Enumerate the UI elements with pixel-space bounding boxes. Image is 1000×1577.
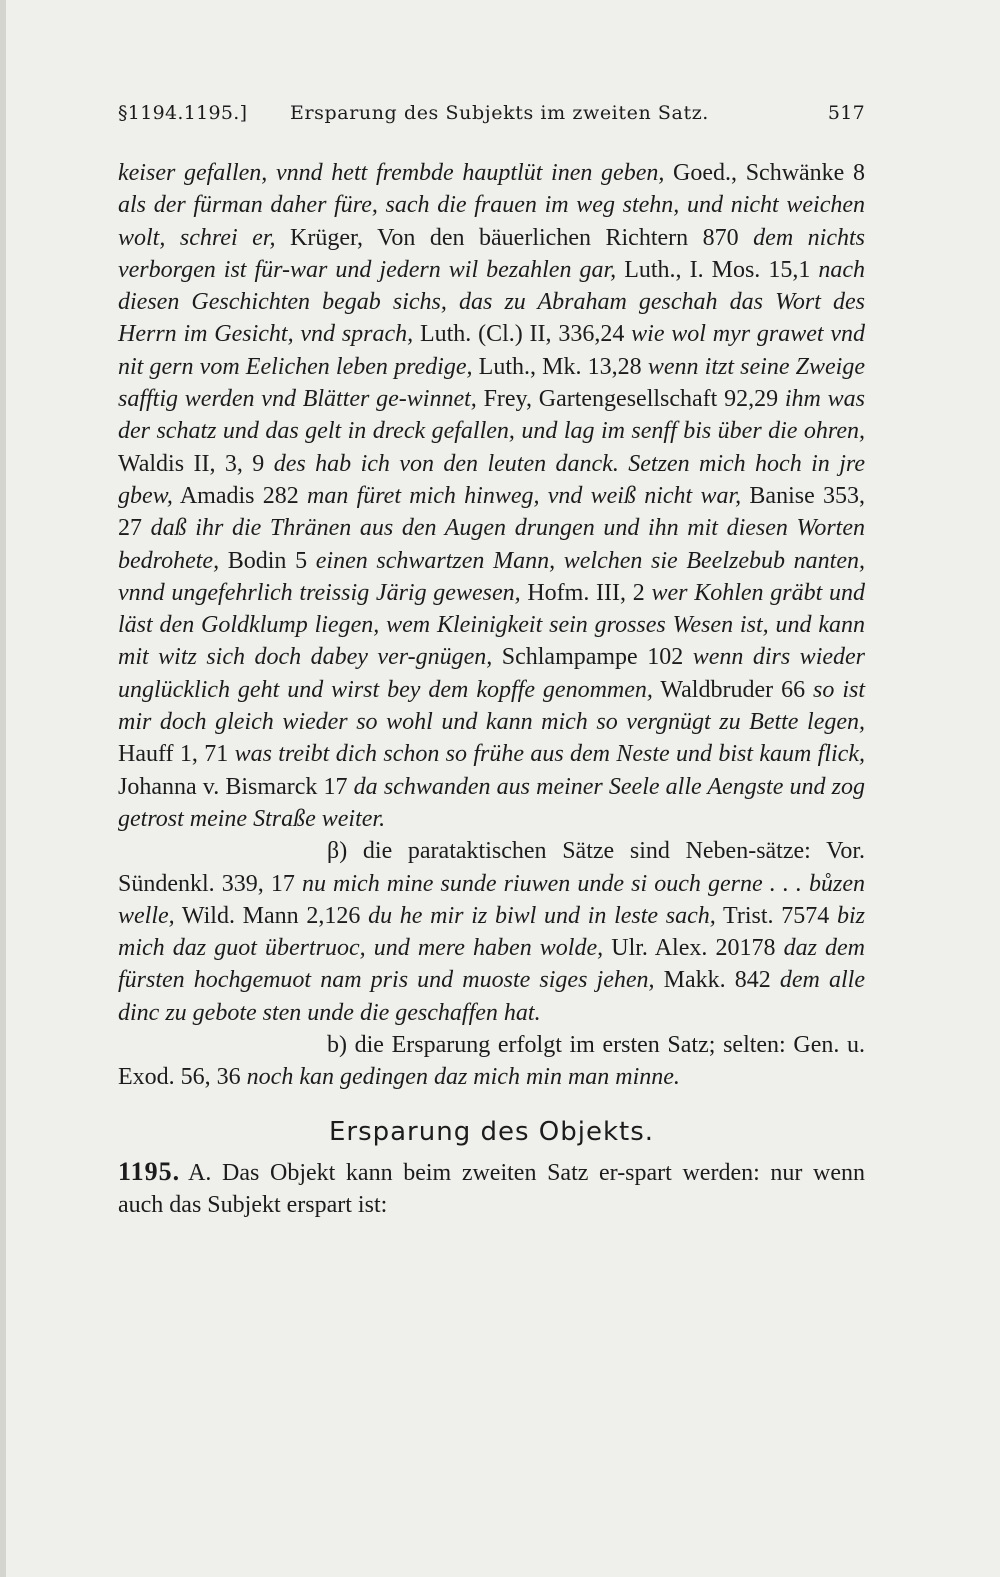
quotation-text: nach diesen Geschichten begab sichs, das zu Abraham geschah das Wort des Herrn im Gesicht, vnd sprach, — [118, 256, 866, 348]
quotation-text: da schwanden aus meiner Seele alle Aengste und zog getrost meine Straße weiter. — [118, 773, 865, 832]
citation-text: Waldbruder 66 — [652, 676, 814, 703]
quotation-text: als der fürman daher füre, sach die frauen im weg stehn, und nicht weichen wolt, schrei er, — [118, 192, 865, 251]
quotation-text: des hab ich von den leuten danck. Setzen mich hoch in jre gbew, — [118, 450, 865, 509]
citation-text: Banise 353, 27 — [118, 482, 865, 542]
paragraph-b-erster-satz — [118, 1029, 865, 1094]
quotation-text: man füret mich hinweg, vnd weiß nicht war, — [306, 482, 742, 509]
citation-text: Krüger, Von den bäuerlichen Richtern 870 — [275, 224, 754, 251]
page-body — [118, 157, 865, 1221]
citation-text: Schlampampe 102 — [492, 644, 693, 671]
quotation-text: ihm was der schatz und das gelt in dreck gefallen, und lag im senff bis über die ohren, — [118, 386, 865, 445]
paragraph-examples-subject — [118, 157, 865, 835]
section-heading: Ersparung des Objekts. — [328, 1116, 655, 1147]
paragraph-1195 — [118, 1156, 865, 1222]
quotation-text: dem alle dinc zu gebote sten unde die geschaffen hat. — [118, 967, 865, 1026]
quotation-text: noch kan gedingen daz mich min man minne. — [246, 1064, 680, 1091]
quotation-text: wenn itzt seine Zweige safftig werden vnd Blätter ge-winnet, — [118, 353, 865, 413]
citation-text: Waldis II, 3, 9 — [118, 450, 274, 477]
quotation-text: was treibt dich schon so frühe aus dem Neste und bist kaum flick, — [234, 741, 865, 768]
citation-text: Bodin 5 — [219, 547, 316, 574]
citation-text: b) die Ersparung erfolgt im ersten Satz; selten: Gen. u. Exod. 56, 36 — [118, 1032, 865, 1091]
quotation-text: daß ihr die Thränen aus den Augen drungen und ihn mit diesen Worten bedrohete, — [118, 515, 866, 574]
quotation-text: wer Kohlen gräbt und läst den Goldklump liegen, wem Kleinigkeit sein grosses Wesen ist, und kann mit witz sich doch dabey ver-gnügen, — [118, 579, 865, 671]
section-number: 1195. — [118, 1156, 181, 1186]
quotation-text: biz mich daz guot übertruoc, und mere haben wolde, — [118, 902, 865, 962]
citation-text: Ulr. Alex. 20178 — [603, 935, 784, 962]
quotation-text: wie wol myr grawet vnd nit gern vom Eelichen leben predige, — [118, 321, 866, 380]
citation-text: Frey, Gartengesellschaft 92,29 — [476, 386, 785, 413]
quotation-text: wenn dirs wieder unglücklich geht und wirst bey dem kopffe genommen, — [118, 644, 865, 703]
citation-text: Amadis 282 — [172, 482, 307, 509]
quotation-text: du he mir iz biwl und in leste sach, — [368, 902, 716, 929]
paragraph-1195-text: A. Das Objekt kann beim zweiten Satz er-spart werden: nur wenn auch das Subjekt erspart ist: — [118, 1159, 865, 1218]
quotation-text: dem nichts verborgen ist für-war und jedern wil bezahlen gar, — [118, 224, 866, 283]
quotation-text: keiser gefallen, vnnd hett frembde hauptlüt inen geben, — [118, 160, 665, 186]
citation-text: β) die parataktischen Sätze sind Neben-sätze: Vor. Sündenkl. 339, 17 — [118, 838, 865, 897]
quotation-text: nu mich mine sunde riuwen unde si ouch gerne . . . bůzen welle, — [118, 870, 865, 929]
citation-text: Luth., I. Mos. 15,1 — [616, 256, 819, 283]
paragraph-beta-parataktisch — [118, 835, 865, 1029]
citation-text: Wild. Mann 2,126 — [174, 902, 369, 929]
quotation-text: einen schwartzen Mann, welchen sie Beelzebub nanten, vnnd ungefehrlich treissig Järig gewesen, — [118, 547, 865, 606]
citation-text: Johanna v. Bismarck 17 — [118, 773, 354, 800]
quotation-text: so ist mir doch gleich wieder so wohl und kann mich so vergnügt zu Bette legen, — [118, 676, 866, 736]
citation-text: Goed., Schwänke 8 — [664, 160, 866, 186]
citation-text: Hauff 1, 71 — [118, 741, 235, 768]
page-number: 517 — [827, 102, 865, 124]
citation-text: Luth., Mk. 13,28 — [472, 353, 648, 380]
citation-text: Makk. 842 — [654, 967, 780, 994]
header-section-ref: §1194.1195.] — [118, 102, 248, 124]
citation-text: Luth. (Cl.) II, 336,24 — [413, 321, 632, 348]
quotation-text: daz dem fürsten hochgemuot nam pris und muoste siges jehen, — [118, 935, 866, 994]
citation-text: Hofm. III, 2 — [520, 579, 652, 606]
page-gutter — [0, 0, 6, 1577]
citation-text: Trist. 7574 — [715, 902, 837, 929]
header-title: Ersparung des Subjekts im zweiten Satz. — [290, 102, 709, 124]
